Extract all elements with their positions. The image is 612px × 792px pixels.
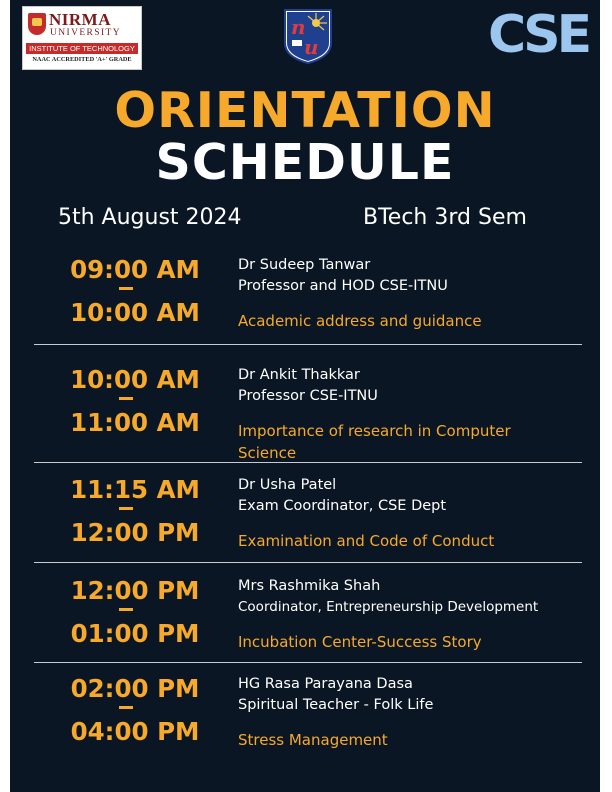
title-line-1: ORIENTATION <box>114 82 496 139</box>
schedule-slot <box>10 672 600 772</box>
slot-speaker: HG Rasa Parayana Dasa <box>238 676 413 692</box>
time-separator <box>119 706 133 709</box>
slot-role: Coordinator, Entrepreneurship Development <box>238 599 539 615</box>
svg-text:n: n <box>291 15 306 39</box>
slot-topic: Examination and Code of Conduct <box>238 532 495 550</box>
schedule-slot <box>10 363 600 463</box>
svg-text:u: u <box>304 35 319 59</box>
slot-speaker: Dr Usha Patel <box>238 477 337 493</box>
slot-end-time: 10:00 AM <box>70 298 200 327</box>
slot-start-time: 09:00 AM <box>70 255 200 284</box>
slot-end-time: 12:00 PM <box>70 518 200 547</box>
time-separator <box>119 608 133 611</box>
logo-accreditation: NAAC ACCREDITED 'A+' GRADE <box>32 56 132 63</box>
slot-end-time: 01:00 PM <box>70 619 200 648</box>
slot-role: Professor CSE-ITNU <box>238 388 378 404</box>
logo-subtitle: UNIVERSITY <box>50 28 121 38</box>
slot-speaker: Dr Ankit Thakkar <box>238 367 360 383</box>
program-label: BTech 3rd Sem <box>363 205 527 230</box>
slot-topic: Stress Management <box>238 731 388 749</box>
slot-start-time: 11:15 AM <box>70 475 200 504</box>
time-separator <box>119 507 133 510</box>
schedule-slot <box>10 473 600 573</box>
logo-name: NIRMA <box>49 10 111 29</box>
slot-role: Exam Coordinator, CSE Dept <box>238 498 447 514</box>
slot-start-time: 10:00 AM <box>70 365 200 394</box>
event-date: 5th August 2024 <box>58 205 242 230</box>
slot-speaker: Mrs Rashmika Shah <box>238 578 381 594</box>
slot-topic: Academic address and guidance <box>238 312 482 330</box>
slot-end-time: 11:00 AM <box>70 408 200 437</box>
nirma-university-logo <box>22 6 142 70</box>
slot-role: Spiritual Teacher - Folk Life <box>238 697 434 713</box>
slot-speaker: Dr Sudeep Tanwar <box>238 257 371 273</box>
divider <box>34 344 582 345</box>
divider <box>34 662 582 663</box>
schedule-slot <box>10 253 600 353</box>
crest-icon <box>28 13 46 35</box>
schedule-slot <box>10 574 600 674</box>
cse-logo: CSE <box>488 5 589 65</box>
slot-start-time: 12:00 PM <box>70 576 200 605</box>
poster <box>10 0 600 792</box>
slot-start-time: 02:00 PM <box>70 674 200 703</box>
slot-topic: Incubation Center-Success Story <box>238 633 482 651</box>
title-line-2: SCHEDULE <box>155 134 455 191</box>
divider <box>34 462 582 463</box>
nirma-university-emblem-icon <box>282 7 334 65</box>
slot-role: Professor and HOD CSE-ITNU <box>238 278 448 294</box>
slot-topic: Importance of research in Computer Science <box>238 422 511 462</box>
slot-end-time: 04:00 PM <box>70 717 200 746</box>
logo-institute: INSTITUTE OF TECHNOLOGY <box>26 43 138 54</box>
time-separator <box>119 287 133 290</box>
divider <box>34 562 582 563</box>
time-separator <box>119 397 133 400</box>
